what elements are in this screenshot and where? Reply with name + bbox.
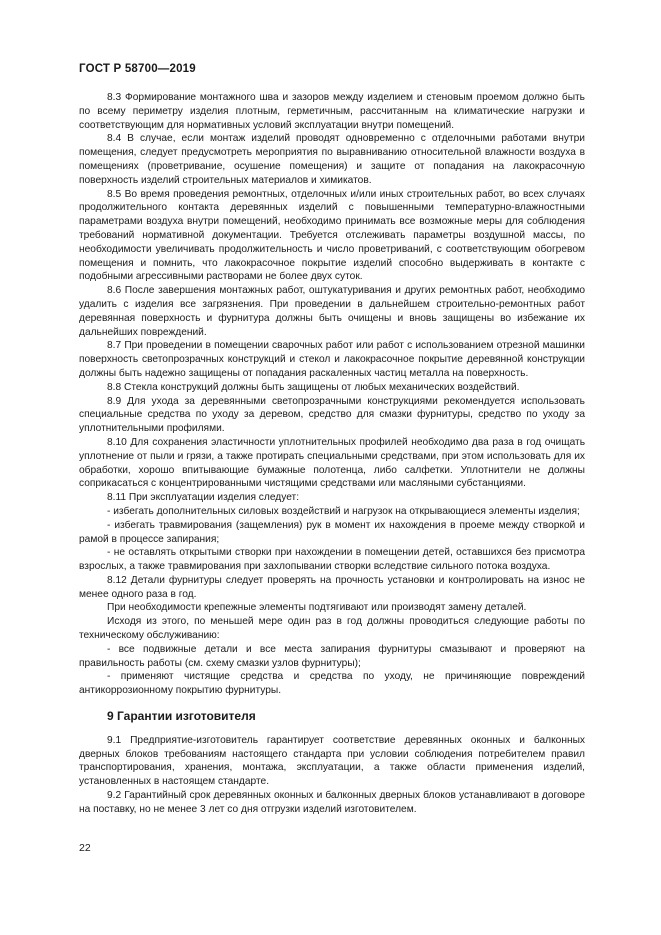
paragraph-8-12: 8.12 Детали фурнитуры следует проверять на прочность установки и контролировать на износ не менее одного раза в год. bbox=[79, 574, 585, 600]
list-item: - не оставлять открытыми створки при нахождении в помещении детей, оставшихся без присмотра взрослых, а также травмирования при захлопывании створки вследствие сильного потока воздуха. bbox=[79, 547, 585, 573]
paragraph-8-5: 8.5 Во время проведения ремонтных, отделочных и/или иных строительных работ, во всех случаях продолжительного контакта деревянных изделий с повышенными температурно-влажностными параметрами воздуха внутри помещений, необходимо принимать все возможные меры для соблюдения требований нормативной документации. Требуется отслеживать параметры воздушной массы, по необходимости увеличивать продолжительность и число проветриваний, с соответствующим обогревом помещения и помнить, что лакокрасочное покрытие изделий способно выдерживать в контакте с подобными агрессивными растворами не более двух суток. bbox=[79, 188, 585, 283]
paragraph-8-7: 8.7 При проведении в помещении сварочных работ или работ с использованием отрезной машинки поверхность светопрозрачных конструкций и стекол и лакокрасочное покрытие деревянной конструкции должны быть надежно защищены от попадания раскаленных частиц металла на поверхность. bbox=[79, 340, 585, 379]
paragraph-8-6: 8.6 После завершения монтажных работ, оштукатуривания и других ремонтных работ, необходимо удалить с изделия все загрязнения. При проведении в дальнейшем строительно-ремонтных работ деревянная поверхность и фурнитура должны быть очищены и вновь защищены во избежание их дальнейших повреждений. bbox=[79, 285, 585, 338]
document-body bbox=[79, 91, 585, 817]
paragraph-8-8: 8.8 Стекла конструкций должны быть защищены от любых механических воздействий. bbox=[107, 381, 520, 393]
paragraph-8-9: 8.9 Для ухода за деревянными светопрозрачными конструкциями рекомендуется использовать специальные средства по уходу за деревом, средство для смазки фурнитуры, средство по уходу за уплотнительными профилями. bbox=[79, 395, 585, 435]
paragraph-8-4: 8.4 В случае, если монтаж изделий проводят одновременно с отделочными работами внутри помещения, следует предусмотреть мероприятия по выравниванию относительной влажности воздуха в помещениях (проветривание, осушение помещения) и защите от попадания на лакокрасочную поверхность изделий строительных материалов и химикатов. bbox=[79, 133, 585, 186]
paragraph-maintenance: Исходя из этого, по меньшей мере один раз в год должны проводиться следующие работы по техническому обслуживанию: bbox=[79, 616, 585, 642]
document-header: ГОСТ Р 58700—2019 bbox=[79, 63, 196, 75]
paragraph-8-10: 8.10 Для сохранения эластичности уплотнительных профилей необходимо два раза в год очищать уплотнение от пыли и грязи, а также протирать специальными средствами, при этом использовать для их обработки, хорошо впитывающие бумажные полотенца, либо салфетки. Уплотнители не должны соприкасаться с концентрированными чистящими средствами или масляными субстанциями. bbox=[79, 436, 585, 490]
paragraph-9-1: 9.1 Предприятие-изготовитель гарантирует соответствие деревянных оконных и балконных дверных блоков требованиям настоящего стандарта при условии соблюдения потребителем правил транспортирования, хранения, монтажа, эксплуатации, а также области применения изделий, установленных в настоящем стандарте. bbox=[79, 734, 585, 788]
paragraph-8-3: 8.3 Формирование монтажного шва и зазоров между изделием и стеновым проемом должно быть по всему периметру изделия плотным, герметичным, рассчитанным на климатические нагрузки и соответствующим для нормативных условий эксплуатации внутри помещений. bbox=[79, 92, 585, 131]
list-item: - применяют чистящие средства и средства по уходу, не причиняющие повреждений антикоррозионному покрытию фурнитуры. bbox=[79, 671, 585, 697]
list-item: - все подвижные детали и все места запирания фурнитуры смазывают и проверяют на правильность работы (см. схему смазки узлов фурнитуры); bbox=[79, 643, 585, 669]
page-number: 22 bbox=[79, 842, 91, 854]
section-title: 9 Гарантии изготовителя bbox=[107, 709, 256, 724]
paragraph-fastening: При необходимости крепежные элементы подтягивают или производят замену деталей. bbox=[107, 602, 527, 614]
paragraph-8-11: 8.11 При эксплуатации изделия следует: bbox=[107, 492, 300, 504]
paragraph-9-2: 9.2 Гарантийный срок деревянных оконных и балконных дверных блоков устанавливают в договоре на поставку, но не менее 3 лет со дня отгрузки изделий изготовителем. bbox=[79, 790, 585, 815]
list-item: - избегать дополнительных силовых воздействий и нагрузок на открывающиеся элементы изделия; bbox=[107, 505, 580, 517]
list-item: - избегать травмирования (защемления) рук в момент их нахождения в проеме между створкой и рамой в процессе запирания; bbox=[79, 519, 585, 545]
